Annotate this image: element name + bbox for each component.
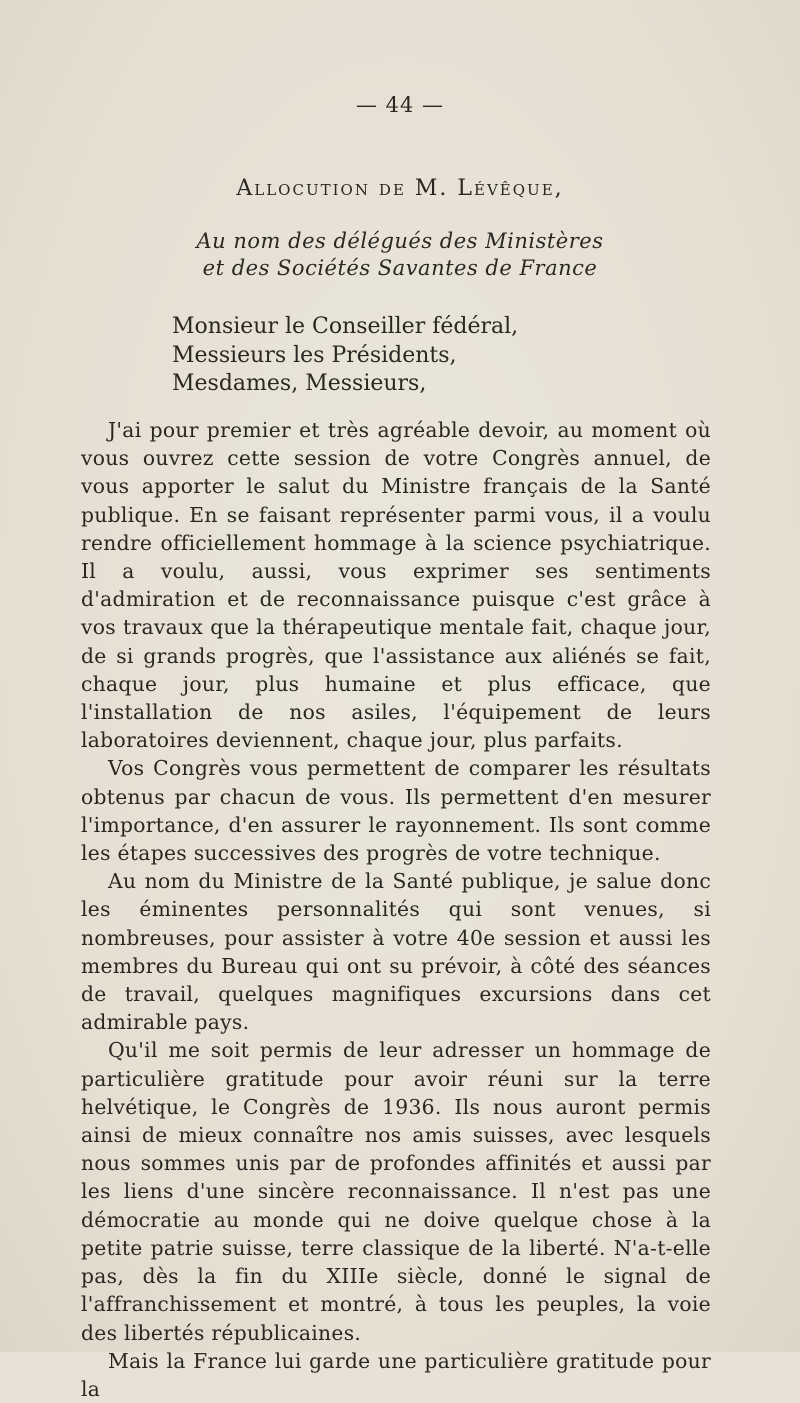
paragraph: J'ai pour premier et très agréable devoir, au moment où vous ouvrez cette session de votre Congrès annuel, de vous apporter le salut du Ministre français de la Santé publique. En se faisant représenter parmi vous, il a voulu rendre officiellement hommage à la science psychiatrique. Il a voulu, aussi, vous exprimer ses sentiments d'admiration et de reconnaissance puisque c'est grâce à vos travaux que la thérapeutique mentale fait, chaque jour, de si grands progrès, que l'assistance aux aliénés se fait, chaque jour, plus humaine et plus efficace, que l'installation de nos asiles, l'équipement de leurs laboratoires deviennent, chaque jour, plus parfaits. — [81, 418, 711, 753]
paragraph: Vos Congrès vous permettent de comparer les résultats obtenus par chacun de vous. Ils permettent d'en mesurer l'importance, d'en assurer le rayonnement. Ils sont comme les étapes successives des progrès de votre technique. — [81, 756, 711, 866]
page-number: — 44 — — [355, 93, 445, 117]
paragraph: Mais la France lui garde une particulière gratitude pour la — [81, 1348, 711, 1401]
paragraph: Qu'il me soit permis de leur adresser un hommage de particulière gratitude pour avoir réuni sur la terre helvétique, le Congrès de 1936. Ils nous auront permis ainsi de mieux connaître nos amis suisses, avec lesquels nous sommes unis par de profondes affinités et aussi par les liens d'une sincère reconnaissance. Il n'est pas une démocratie au monde qui ne doive quelque chose à la petite patrie suisse, terre classique de la liberté. N'a-t-elle pas, dès la fin du XIIIe siècle, donné le signal de l'affranchissement et montré, à tous les peuples, la voie des libertés républicaines. — [81, 1038, 711, 1345]
speech-heading: Allocution de M. Lévêque, — [236, 176, 564, 201]
subtitle-line-2: et des Sociétés Savantes de France — [202, 256, 598, 280]
body-text — [81, 416, 711, 1403]
subtitle-line-1: Au nom des délégués des Ministères — [196, 229, 604, 253]
paragraph: Au nom du Ministre de la Santé publique, je salue donc les éminentes personnalités qui sont venues, si nombreuses, pour assister à votre 40e session et aussi les membres du Bureau qui ont su prévoir, à côté des séances de travail, quelques magnifiques excursions dans cet admirable pays. — [81, 869, 711, 1035]
salutation-line-3: Mesdames, Messieurs, — [172, 371, 427, 396]
salutation-line-1: Monsieur le Conseiller fédéral, — [172, 314, 519, 339]
salutation-line-2: Messieurs les Présidents, — [172, 343, 457, 368]
